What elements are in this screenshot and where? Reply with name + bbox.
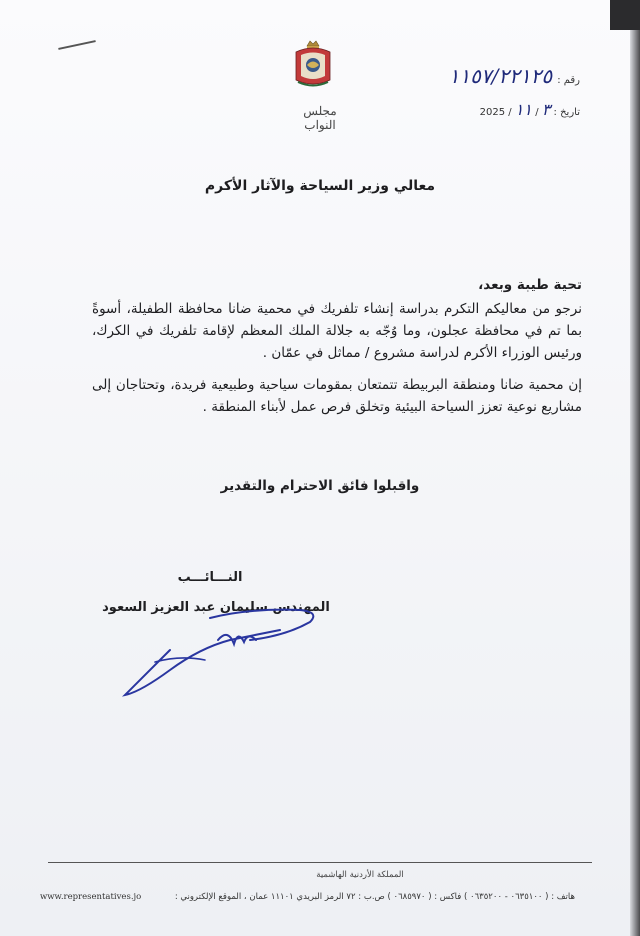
footer-divider	[48, 862, 592, 863]
ref-label: رقم :	[557, 75, 580, 86]
date-label: تاريخ :	[553, 107, 580, 118]
date-year: 2025	[479, 107, 506, 118]
reference-number	[449, 64, 580, 88]
pen-mark	[58, 40, 96, 50]
council-name: مجلس النواب	[303, 104, 337, 132]
body-paragraph-2: إن محمية ضانا ومنطقة البربيطة تتمتعان بمقومات سياحية وطبيعية فريدة، وتحتاجان إلى مشاريع نوعية تعزز السياحة البيئية وتخلق فرص عمل لأبناء المنطقة .	[92, 377, 582, 415]
royal-crest-icon	[290, 38, 336, 90]
page-edge-shadow	[630, 0, 640, 936]
background-corner	[610, 0, 640, 30]
signer-title: النـــائـــب	[177, 570, 243, 585]
date-day: ٣	[541, 100, 551, 119]
addressee: معالي وزير السياحة والآثار الأكرم	[204, 178, 436, 194]
letter-date: تاريخ : ٣ / ١١ / 2025	[479, 100, 580, 119]
ref-number-handwritten: ١١٥٧/٢٢١٢٥	[448, 64, 553, 88]
footer-website: www.representatives.jo	[40, 892, 142, 902]
greeting: تحية طيبة وبعد،	[478, 277, 582, 293]
footer-org-name: المملكة الأردنية الهاشمية	[316, 870, 404, 880]
closing: واقبلوا فائق الاحترام والتقدير	[220, 478, 420, 494]
body-paragraph-1: نرجو من معاليكم التكرم بدراسة إنشاء تلفريك في محمية ضانا محافظة الطفيلة، أسوةً بما تم في محافظة عجلون، وما وُجّه به جلالة الملك المعظم لإقامة تلفريك في الكرك، ورئيس الوزراء الأكرم لدراسة مشروع / مماثل في عمّان .	[92, 301, 582, 361]
handwritten-signature	[110, 600, 340, 705]
footer-contact-info: هاتف : ( ٠٦٣٥١٠٠ - ٠٦٣٥٢٠٠ ) فاكس : ( ٠٦٨٥٩٧٠ ) ص.ب : ٧٢ الرمز البريدي ١١١٠١ عمان ، الموقع الإلكتروني :	[174, 892, 575, 902]
signer-name: المهندس سليمان عبد العزيز السعود	[102, 600, 330, 615]
date-month: ١١	[514, 100, 533, 119]
